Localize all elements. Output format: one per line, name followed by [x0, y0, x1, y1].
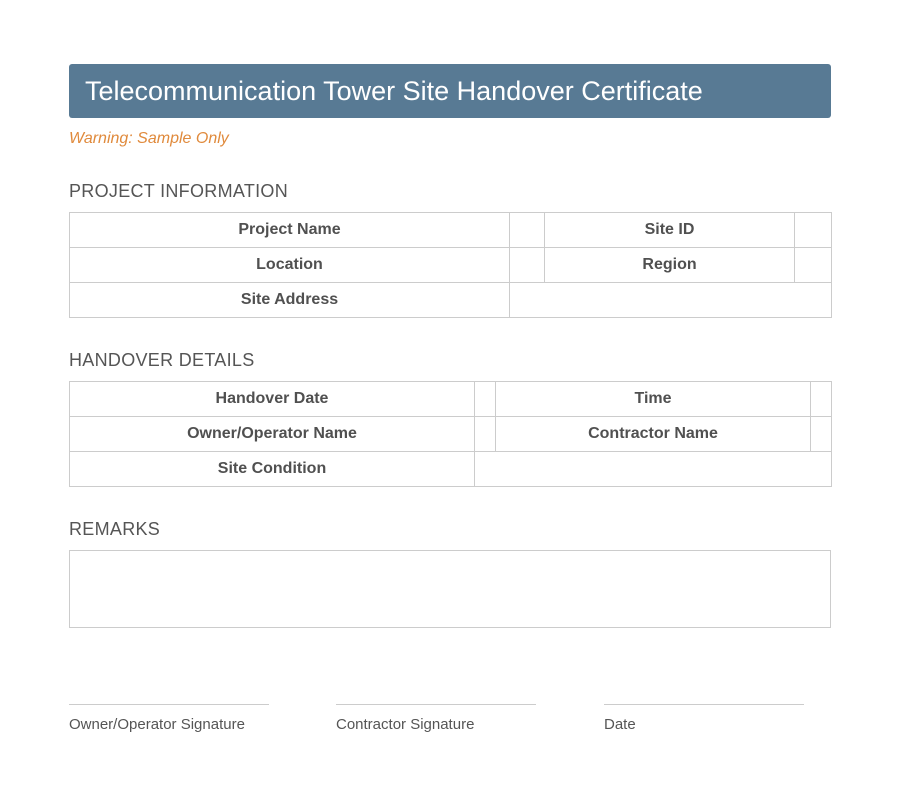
project-information-table	[69, 212, 832, 318]
owner-operator-signature-label: Owner/Operator Signature	[69, 716, 245, 733]
date-label: Date	[604, 716, 636, 733]
project-name-label: Project Name	[70, 213, 510, 248]
owner-operator-name-field[interactable]	[475, 417, 496, 452]
location-label: Location	[70, 248, 510, 283]
remarks-heading: REMARKS	[69, 519, 161, 539]
signature-line[interactable]	[336, 704, 536, 705]
remarks-field[interactable]	[69, 550, 831, 628]
site-address-field[interactable]	[510, 283, 832, 318]
time-label: Time	[496, 382, 811, 417]
site-condition-label: Site Condition	[70, 452, 475, 487]
owner-operator-signature-block	[69, 704, 269, 733]
handover-details-table	[69, 381, 832, 487]
date-signature-block	[604, 704, 804, 733]
sample-warning: Warning: Sample Only	[69, 130, 229, 147]
signature-line[interactable]	[604, 704, 804, 705]
owner-operator-name-label: Owner/Operator Name	[70, 417, 475, 452]
contractor-name-field[interactable]	[811, 417, 832, 452]
table-row	[70, 452, 832, 487]
site-address-label: Site Address	[70, 283, 510, 318]
site-condition-field[interactable]	[475, 452, 832, 487]
location-field[interactable]	[510, 248, 545, 283]
title-banner	[69, 64, 831, 118]
page-title: Telecommunication Tower Site Handover Certificate	[85, 75, 703, 106]
project-name-field[interactable]	[510, 213, 545, 248]
region-field[interactable]	[795, 248, 832, 283]
handover-details-heading: HANDOVER DETAILS	[69, 350, 255, 370]
table-row	[70, 213, 832, 248]
contractor-signature-label: Contractor Signature	[336, 716, 475, 733]
signature-line[interactable]	[69, 704, 269, 705]
region-label: Region	[545, 248, 795, 283]
site-id-label: Site ID	[545, 213, 795, 248]
handover-date-label: Handover Date	[70, 382, 475, 417]
time-field[interactable]	[811, 382, 832, 417]
table-row	[70, 382, 832, 417]
contractor-signature-block	[336, 704, 536, 733]
table-row	[70, 248, 832, 283]
table-row	[70, 283, 832, 318]
site-id-field[interactable]	[795, 213, 832, 248]
handover-date-field[interactable]	[475, 382, 496, 417]
contractor-name-label: Contractor Name	[496, 417, 811, 452]
project-information-heading: PROJECT INFORMATION	[69, 181, 289, 201]
table-row	[70, 417, 832, 452]
